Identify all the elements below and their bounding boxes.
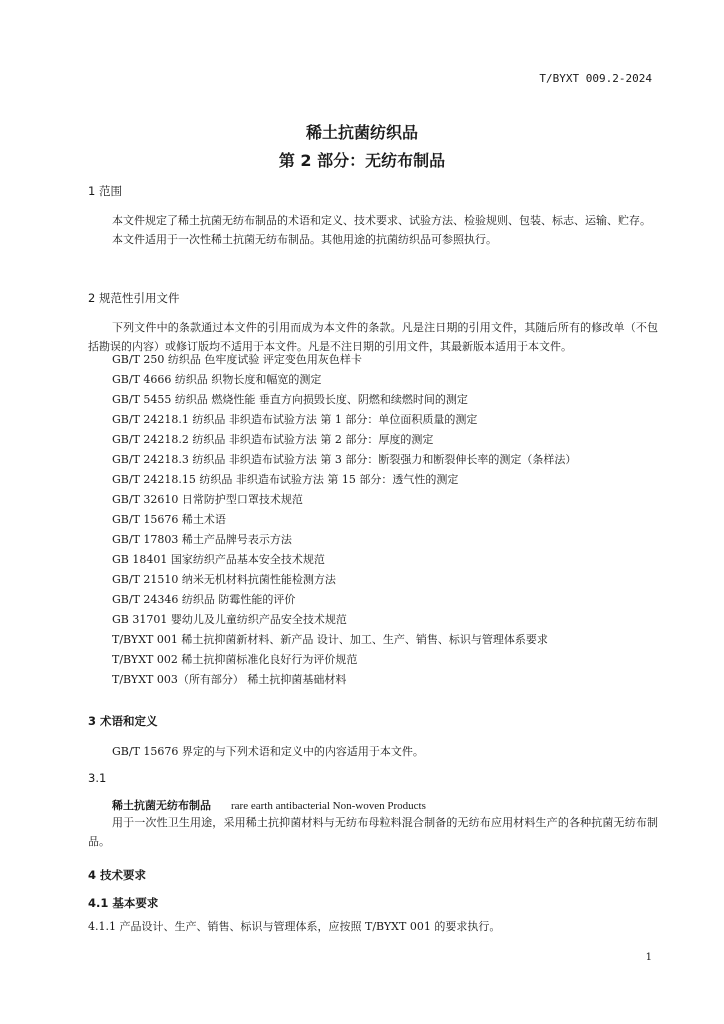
term-definition-block <box>88 813 658 851</box>
reference-item: GB 31701 婴幼儿及儿童纺织产品安全技术规范 <box>112 613 347 626</box>
reference-item: T/BYXT 002 稀土抗抑菌标准化良好行为评价规范 <box>112 653 358 666</box>
reference-item: GB/T 15676 稀土术语 <box>112 513 226 526</box>
clause-4-1-1: 4.1.1 产品设计、生产、销售、标识与管理体系，应按照 T/BYXT 001 的要求执行。 <box>88 920 501 933</box>
term-name-english: rare earth antibacterial Non-woven Products <box>231 800 426 812</box>
term-number: 3.1 <box>88 771 107 785</box>
page-number: 1 <box>645 952 652 963</box>
reference-item: GB/T 24218.2 纺织品 非织造布试验方法 第 2 部分：厚度的测定 <box>112 433 434 446</box>
reference-item: GB/T 5455 纺织品 燃烧性能 垂直方向损毁长度、阴燃和续燃时间的测定 <box>112 393 468 406</box>
reference-item: GB/T 24218.3 纺织品 非织造布试验方法 第 3 部分：断裂强力和断裂伸长率的测定（条样法） <box>112 453 577 466</box>
term-name-chinese: 稀土抗菌无纺布制品 <box>112 799 211 812</box>
section-4-heading: 4 技术要求 <box>88 868 147 882</box>
document-subtitle: 第 2 部分：无纺布制品 <box>278 151 446 170</box>
reference-item: GB/T 17803 稀土产品牌号表示方法 <box>112 533 292 546</box>
scope-paragraph-1: 本文件规定了稀土抗菌无纺布制品的术语和定义、技术要求、试验方法、检验规则、包装、标志、运输、贮存。 <box>112 214 651 227</box>
reference-item: GB/T 24346 纺织品 防霉性能的评价 <box>112 593 296 606</box>
reference-item: GB/T 24218.1 纺织品 非织造布试验方法 第 1 部分：单位面积质量的测定 <box>112 413 478 426</box>
normative-references-intro: 下列文件中的条款通过本文件的引用而成为本文件的条款。凡是注日期的引用文件，其随后所有的修改单（不包括勘误的内容）或修订版均不适用于本文件。凡是不注日期的引用文件，其最新版本适用于本文件。 <box>88 321 658 353</box>
reference-item: T/BYXT 001 稀土抗抑菌新材料、新产品 设计、加工、生产、销售、标识与管理体系要求 <box>112 633 548 646</box>
term-definition: 用于一次性卫生用途，采用稀土抗抑菌材料与无纺布母粒料混合制备的无纺布应用材料生产的各种抗菌无纺布制品。 <box>88 816 658 848</box>
reference-item: GB 18401 国家纺织产品基本安全技术规范 <box>112 553 325 566</box>
term-entry <box>112 797 426 813</box>
reference-item: GB/T 24218.15 纺织品 非织造布试验方法 第 15 部分：透气性的测定 <box>112 473 459 486</box>
section-4-1-heading: 4.1 基本要求 <box>88 896 159 910</box>
standard-code: T/BYXT 009.2-2024 <box>539 72 652 85</box>
scope-paragraph-2: 本文件适用于一次性稀土抗菌无纺布制品。其他用途的抗菌纺织品可参照执行。 <box>112 233 497 246</box>
document-title: 稀土抗菌纺织品 <box>305 123 418 142</box>
section-3-heading: 3 术语和定义 <box>88 714 158 728</box>
reference-item: GB/T 250 纺织品 色牢度试验 评定变色用灰色样卡 <box>112 353 362 366</box>
reference-item: GB/T 21510 纳米无机材料抗菌性能检测方法 <box>112 573 336 586</box>
section-2-heading: 2 规范性引用文件 <box>88 291 180 305</box>
section-1-heading: 1 范围 <box>88 184 122 198</box>
reference-item: GB/T 4666 纺织品 织物长度和幅宽的测定 <box>112 373 322 386</box>
section-1-body <box>88 211 658 249</box>
terms-intro: GB/T 15676 界定的与下列术语和定义中的内容适用于本文件。 <box>112 745 424 758</box>
reference-item: GB/T 32610 日常防护型口罩技术规范 <box>112 493 303 506</box>
reference-item: T/BYXT 003（所有部分） 稀土抗抑菌基础材料 <box>112 673 347 686</box>
